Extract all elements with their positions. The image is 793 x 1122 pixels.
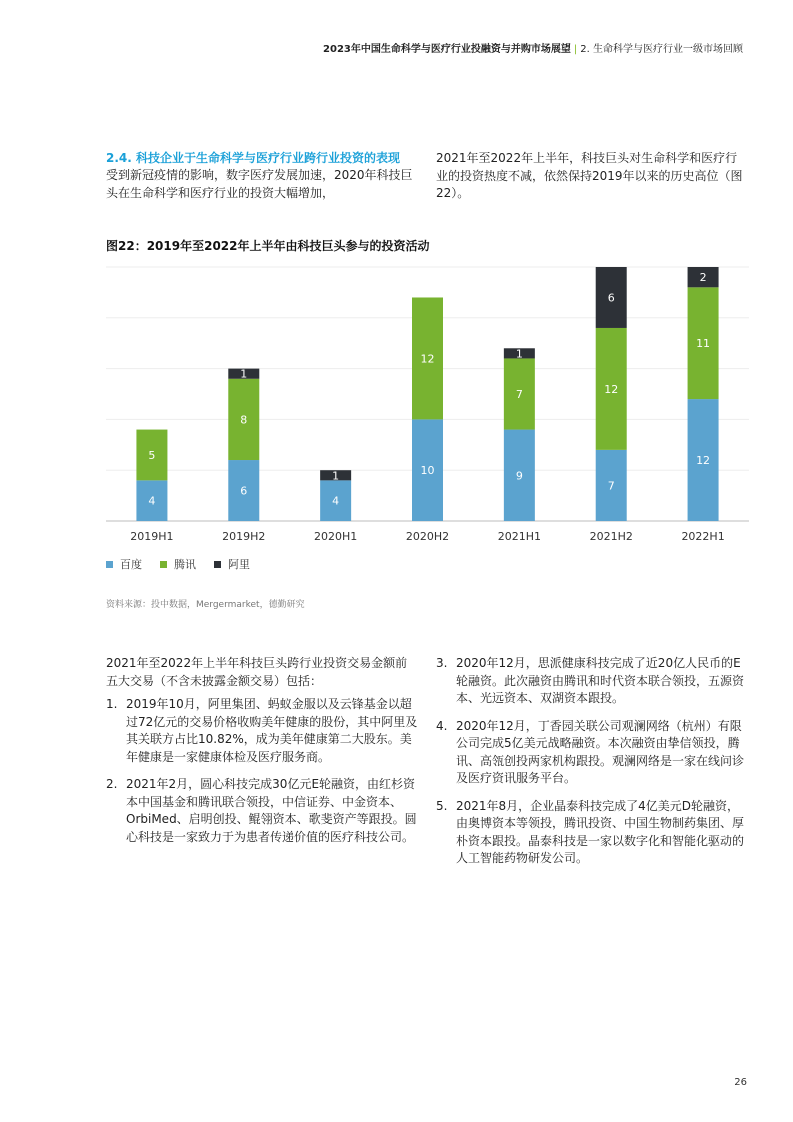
data-label: 11	[696, 337, 711, 351]
deals-list-a	[106, 696, 418, 846]
list-item-text: 2020年12月，丁香园关联公司观澜网络（杭州）有限公司完成5亿美元战略融资。本次融资由挚信领投，腾讯、高瓴创投两家机构跟投。观澜网络是一家在线问诊及医疗资讯服务平台。	[456, 718, 745, 785]
legend-label-alibaba: 阿里	[228, 558, 250, 571]
header-separator: |	[573, 44, 578, 55]
list-item-text: 2019年10月，阿里集团、蚂蚁金服以及云锋基金以超过72亿元的交易价格收购美年健康的股份，其中阿里及其关联方占比10.82%，成为美年健康第二大股东。美年健康是一家健康体检及医疗服务商。	[126, 697, 418, 764]
x-tick-label: 2019H1	[130, 530, 174, 543]
data-label: 7	[607, 479, 615, 493]
x-tick-label: 2020H2	[405, 530, 450, 543]
data-label: 1	[515, 347, 523, 361]
list-item	[436, 655, 748, 708]
data-label: 12	[420, 352, 435, 366]
deals-list-left	[106, 655, 418, 856]
list-item-text: 2021年8月，企业晶泰科技完成了4亿美元D轮融资，由奥博资本等领投，腾讯投资、中国生物制药集团、厚朴资本跟投。晶泰科技是一家以数字化和智能化驱动的人工智能药物研发公司。	[456, 798, 745, 865]
section-left-paragraph: 受到新冠疫情的影响，数字医疗发展加速，2020年科技巨头在生命科学和医疗行业的投资大幅增加，	[106, 168, 413, 200]
data-label: 6	[607, 291, 615, 305]
data-label: 5	[148, 448, 156, 462]
data-label: 9	[515, 469, 523, 483]
header-section: 2. 生命科学与医疗行业一级市场回顾	[580, 44, 743, 55]
legend-label-tencent: 腾讯	[174, 558, 196, 571]
list-item-number: 5.	[436, 798, 448, 813]
data-label: 12	[604, 382, 619, 396]
list-item	[436, 798, 748, 868]
data-label: 1	[332, 469, 340, 483]
list-item-number: 2.	[106, 777, 118, 791]
figure-title: 图22：2019年至2022年上半年由科技巨头参与的投资活动	[106, 239, 430, 253]
legend-item-baidu	[106, 556, 142, 572]
legend-swatch-tencent	[160, 561, 167, 568]
page-number: 26	[734, 1077, 747, 1088]
data-label: 8	[240, 413, 248, 427]
data-label: 4	[148, 494, 156, 508]
section-right-paragraph: 2021年至2022年上半年，科技巨头对生命科学和医疗行业的投资热度不减，依然保持2019年以来的历史高位（图22）。	[436, 151, 743, 200]
data-label: 6	[240, 484, 248, 498]
section-intro-left	[106, 150, 418, 202]
data-label: 12	[696, 454, 711, 468]
stacked-bar-chart	[106, 262, 749, 547]
list-item-number: 1.	[106, 697, 118, 711]
data-label: 7	[515, 388, 523, 401]
data-label: 10	[420, 464, 435, 478]
section-intro-right	[436, 150, 748, 203]
list-item-text: 2021年2月，圆心科技完成30亿元E轮融资，由红杉资本中国基金和腾讯联合领投，中信证券、中金资本、OrbiMed、启明创投、鲲翎资本、歌斐资产等跟投。圆心科技是一家致力于为患者传递价值的医疗科技公司。	[126, 777, 417, 844]
report-title: 2023年中国生命科学与医疗行业投融资与并购市场展望	[323, 44, 571, 55]
legend-item-tencent	[160, 556, 196, 572]
legend-label-baidu: 百度	[120, 558, 142, 571]
chart-legend	[106, 556, 250, 572]
data-label: 2	[699, 271, 707, 285]
legend-item-alibaba	[214, 556, 250, 572]
x-tick-label: 2020H1	[314, 530, 358, 543]
x-tick-label: 2021H1	[497, 530, 541, 543]
data-label: 1	[240, 367, 248, 381]
deals-list-b	[436, 655, 748, 868]
legend-swatch-baidu	[106, 561, 113, 568]
running-header	[323, 40, 743, 55]
list-item	[436, 718, 748, 788]
list-item-number: 3.	[436, 656, 448, 670]
data-label: 4	[332, 494, 340, 508]
legend-swatch-alibaba	[214, 561, 221, 568]
list-item-number: 4.	[436, 718, 448, 733]
x-tick-label: 2021H2	[589, 530, 633, 543]
x-tick-label: 2019H2	[222, 530, 266, 543]
list-item	[106, 696, 418, 766]
section-title: 2.4. 科技企业于生命科学与医疗行业跨行业投资的表现	[106, 151, 400, 165]
deals-intro: 2021年至2022年上半年科技巨头跨行业投资交易金额前五大交易（不含未披露金额交易）包括：	[106, 656, 408, 688]
figure-source: 资料来源：投中数据，Mergermarket，德勤研究	[106, 600, 305, 610]
x-tick-label: 2022H1	[681, 530, 725, 543]
list-item-text: 2020年12月，思派健康科技完成了近20亿人民币的E轮融资。此次融资由腾讯和时代资本联合领投，五源资本、光远资本、双湖资本跟投。	[456, 656, 745, 705]
list-item	[106, 776, 418, 846]
deals-list-right	[436, 655, 748, 878]
